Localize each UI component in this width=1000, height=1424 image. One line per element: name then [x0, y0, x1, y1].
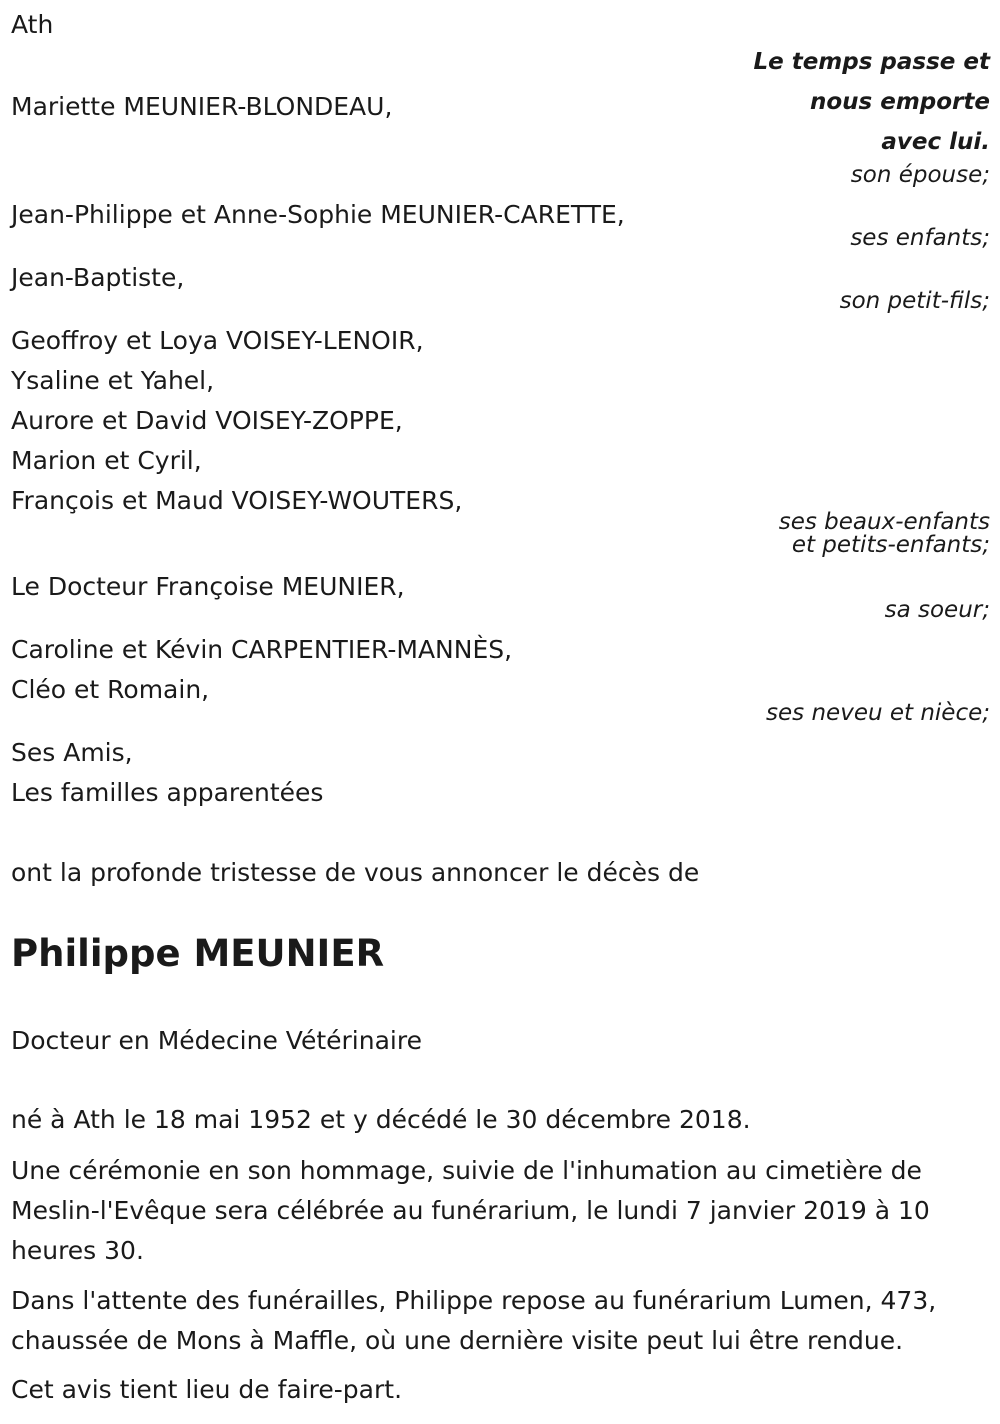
birth-death-paragraph: né à Ath le 18 mai 1952 et y décédé le 30 décembre 2018. — [11, 1105, 751, 1134]
family-member-line: Jean-Philippe et Anne-Sophie MEUNIER-CARETTE, — [11, 200, 625, 229]
family-member-line: Geoffroy et Loya VOISEY-LENOIR, — [11, 326, 424, 355]
family-role: ses enfants; — [850, 225, 990, 251]
family-member-line: Ysaline et Yahel, — [11, 366, 215, 395]
deceased-title: Docteur en Médecine Vétérinaire — [11, 1026, 422, 1055]
epigraph-quote — [753, 42, 990, 162]
quote-line: Le temps passe et — [753, 49, 990, 75]
quote-line: nous emporte — [809, 89, 990, 115]
family-role: ses neveu et nièce; — [766, 700, 990, 726]
family-role: son épouse; — [850, 162, 990, 188]
ceremony-paragraph: Une cérémonie en son hommage, suivie de l'inhumation au cimetière de Meslin-l'Evêque sera célébrée au funérarium, le lundi 7 janvier 2019 à 10 heures 30. — [11, 1156, 930, 1265]
family-member-line: Ses Amis, — [11, 738, 133, 767]
family-member-line: Jean-Baptiste, — [11, 263, 185, 292]
family-member-line: Cléo et Romain, — [11, 675, 210, 704]
visitation-paragraph: Dans l'attente des funérailles, Philippe repose au funérarium Lumen, 473, chaussée de Mons à Maffle, où une dernière visite peut lui être rendue. — [11, 1286, 937, 1355]
family-member-line: Mariette MEUNIER-BLONDEAU, — [11, 92, 393, 121]
family-member-line: Les familles apparentées — [11, 778, 324, 807]
family-member-line: Caroline et Kévin CARPENTIER-MANNÈS, — [11, 635, 513, 664]
family-member-line: Aurore et David VOISEY-ZOPPE, — [11, 406, 403, 435]
family-member-line: François et Maud VOISEY-WOUTERS, — [11, 486, 463, 515]
deceased-name: Philippe MEUNIER — [11, 932, 385, 975]
notice-paragraph: Cet avis tient lieu de faire-part. — [11, 1375, 403, 1404]
family-role: son petit-fils; — [839, 288, 990, 314]
place-name: Ath — [11, 10, 54, 39]
quote-line: avec lui. — [881, 129, 990, 155]
family-role: et petits-enfants; — [791, 532, 990, 558]
family-member-line: Le Docteur Françoise MEUNIER, — [11, 572, 405, 601]
family-role: sa soeur; — [884, 597, 990, 623]
announcement-text: ont la profonde tristesse de vous annoncer le décès de — [11, 858, 700, 887]
family-member-line: Marion et Cyril, — [11, 446, 202, 475]
family-role: ses beaux-enfants — [778, 509, 990, 535]
